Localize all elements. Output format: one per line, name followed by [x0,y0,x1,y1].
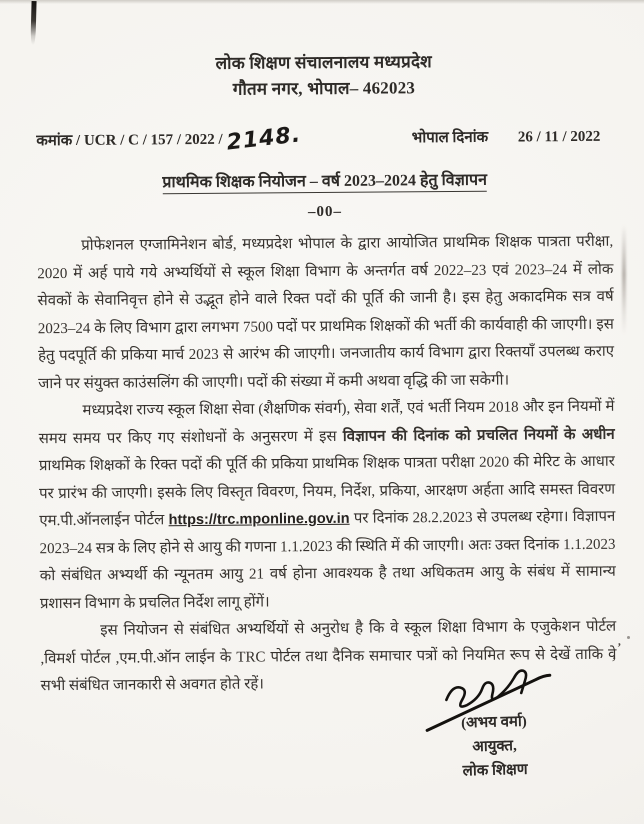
letter-date: 26 / 11 / 2022 [517,128,601,146]
org-address: गौतम नगर, भोपाल– 462023 [232,78,416,99]
signatory-designation: आयुक्त, [472,738,517,756]
paragraph-2-text-start: मध्यप्रदेश राज्य स्कूल शिक्षा सेवा (शैक्षणिक संवर्ग), सेवा शर्तें, एवं भर्ती नियम 2018 और इन नियमों में समय समय पर किए गए संशोधनों के अनुसरण में इस [38,398,615,447]
letterhead [36,48,612,105]
paragraph-2-text-end: पर दिनांक 28.2.2023 से उपलब्ध रहेगा। विज्ञापन 2023–24 सत्र के लिए होने से आयु की गणना 1.1.2023 की स्थिति में की जाएगी। अतः उक्त दिनांक 1.1.2023 को संबंधित अभ्यर्थी की न्यूनतम आयु 21 वर्ष होना आवश्यक है तथा अधिकतम आयु के संबंध में सामान्य प्रशासन विभाग के प्रचलित निर्देश लागू होंगें। [39,508,616,612]
paragraph-1: प्रोफेशनल एग्जामिनेशन बोर्ड, मध्यप्रदेश भोपाल के द्वारा आयोजित प्राथमिक शिक्षक पात्रता परीक्षा, 2020 में अर्ह पाये गये अभ्यर्थियों से स्कूल शिक्षा विभाग के अन्तर्गत वर्ष 2022–23 एवं 2023–24 में लोक सेवकों के सेवानिवृत्त होने से उद्भूत होने वाले रिक्त पदों की पूर्ति की जानी है। इस हेतु अकादमिक सत्र वर्ष 2023–24 के लिए विभाग द्वारा लगभग 7500 पदों पर प्राथमिक शिक्षकों की भर्ती की कार्यवाही की जाएगी। इस हेतु पदपूर्ति की प्रकिया मार्च 2023 से आरंभ की जाएगी। जनजातीय कार्य विभाग द्वारा रिक्तयॉं उपलब्ध कराए जाने पर संयुक्त काउंसलिंग की जाएगी। पदों की संख्या में कमी अथवा वृद्धि की जा सकेगी। [37,233,615,392]
subject-line [37,167,613,194]
paragraph-2 [38,394,616,619]
paragraph-3: इस नियोजन से संबंधित अभ्यर्थियों से अनुरोध है कि वे स्कूल शिक्षा विभाग के एजुकेशन पोर्टल ,विमर्श पोर्टल ,एम.पी.ऑन लाईन के TRC पोर्टल तथा दैनिक समाचार पत्रों को नियमित रूप से देखें ताकि वे सभी संबंधित जानकारी से अवगत होते रहें। [40,618,617,695]
signatory-department: लोक शिक्षण [462,761,528,780]
handwritten-reference-number: 2148. [225,122,303,156]
reference-number-label: कमांक / UCR / C / 157 / 2022 / [36,131,223,150]
subject-title: प्राथमिक शिक्षक नियोजन – वर्ष 2023–2024 हेतु विज्ञापन [162,172,487,195]
paragraph-2-bold-phrase: विज्ञापन की दिनांक को प्रचलित नियमों के अधीन [342,426,615,445]
reference-number [36,122,303,156]
paragraph-2-text-middle: प्राथमिक शिक्षकों के रिक्त पदों की पूर्ति की प्रकिया प्राथमिक शिक्षक पात्रता परीक्षा 2020 की मेरिट के आधार पर प्रारंभ की जाएगी। इसके लिए विस्तृत विवरण, नियम, निर्देश, प्रकिया, आरक्षण अर्हता आदि समस्त विवरण एम.पी.ऑनलाईन पोर्टल [38,453,616,530]
signature-block [397,656,590,785]
reference-row [36,122,612,156]
portal-link[interactable]: https://trc.mponline.gov.in [168,510,350,529]
letter-body [37,229,617,701]
signatory-name: (अभय वर्मा) [460,713,527,732]
place-date-label: भोपाल दिनांक [411,129,489,147]
org-name: लोक शिक्षण संचालनालय मध्यप्रदेश [215,52,432,73]
subject-divider: –00– [307,203,342,221]
place-and-date [412,126,609,148]
pen-mark-artifact: ̦᾿ [613,639,624,663]
